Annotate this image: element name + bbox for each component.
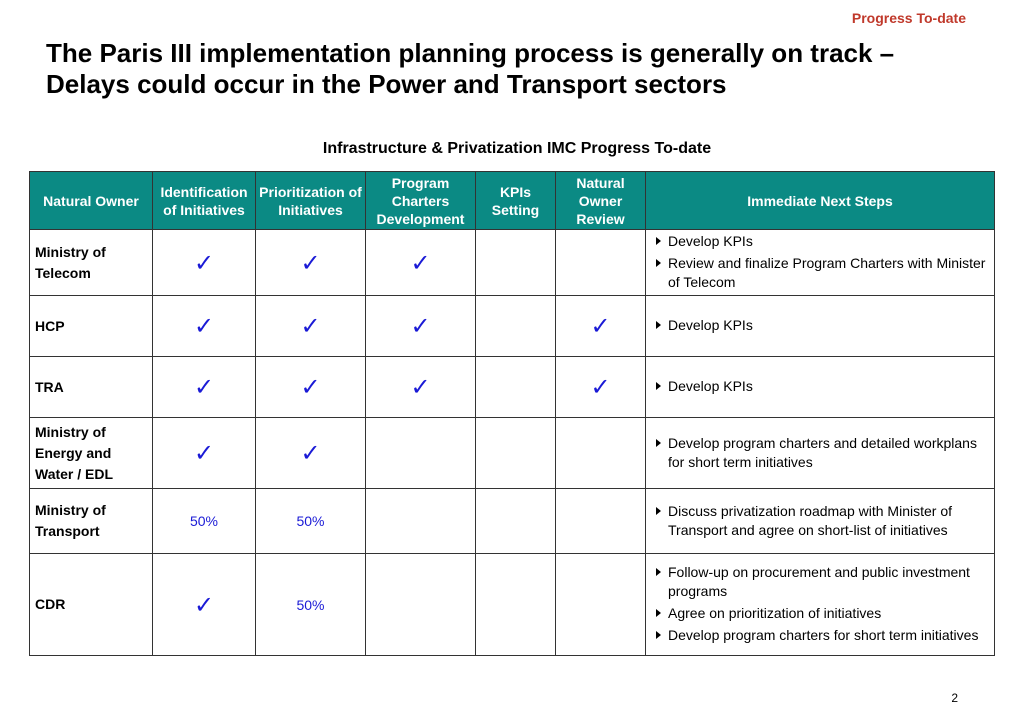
next-steps-list	[656, 563, 990, 645]
slide-title-line-1: The Paris III implementation planning process is generally on track –	[46, 38, 895, 68]
charters-status-cell	[366, 418, 476, 489]
header-next-steps: Immediate Next Steps	[646, 172, 995, 230]
prioritization-status-cell	[256, 418, 366, 489]
next-steps-list	[656, 232, 990, 292]
review-status-cell	[556, 554, 646, 656]
next-step-item	[656, 563, 990, 601]
next-step-text: Review and finalize Program Charters with Minister of Telecom	[668, 255, 986, 290]
checkmark-icon: ✓	[300, 373, 321, 401]
checkmark-icon: ✓	[410, 312, 431, 340]
header-natural-owner: Natural Owner	[30, 172, 153, 230]
table-caption: Infrastructure & Privatization IMC Progress To-date	[322, 140, 712, 157]
kpis-status-cell	[476, 489, 556, 554]
next-step-text: Develop KPIs	[668, 317, 753, 333]
prioritization-status-cell	[256, 357, 366, 418]
table-row	[30, 489, 995, 554]
next-steps-cell	[646, 554, 995, 656]
bullet-triangle-icon	[656, 568, 661, 576]
next-steps-list	[656, 377, 990, 396]
next-step-item	[656, 254, 990, 292]
header-kpis: KPIs Setting	[476, 172, 556, 230]
checkmark-icon: ✓	[193, 373, 215, 401]
bullet-triangle-icon	[656, 439, 661, 447]
checkmark-icon: ✓	[193, 590, 215, 619]
review-status-cell	[556, 230, 646, 296]
checkmark-icon: ✓	[300, 439, 321, 467]
charters-status-cell	[366, 230, 476, 296]
header-charters: Program Charters Development	[366, 172, 476, 230]
natural-owner-cell: Ministry of Energy and Water / EDL	[30, 418, 153, 489]
header-prioritization: Prioritization of Initiatives	[256, 172, 366, 230]
next-step-item	[656, 502, 990, 540]
kpis-status-cell	[476, 554, 556, 656]
bullet-triangle-icon	[656, 609, 661, 617]
kpis-status-cell	[476, 296, 556, 357]
prioritization-status-cell	[256, 230, 366, 296]
identification-status-cell	[153, 489, 256, 554]
prioritization-status-cell	[256, 489, 366, 554]
review-status-cell	[556, 357, 646, 418]
progress-table	[29, 171, 995, 656]
table-header-row	[30, 172, 995, 230]
review-status-cell	[556, 418, 646, 489]
next-steps-cell	[646, 296, 995, 357]
bullet-triangle-icon	[656, 382, 661, 390]
bullet-triangle-icon	[656, 631, 661, 639]
next-step-item	[656, 434, 990, 472]
identification-status-cell	[153, 554, 256, 656]
next-steps-list	[656, 502, 990, 540]
natural-owner-cell: Ministry of Transport	[30, 489, 153, 554]
section-tag: Progress To-date	[851, 10, 966, 26]
next-step-item	[656, 316, 990, 335]
slide-title-line-2: Delays could occur in the Power and Transport sectors	[46, 69, 727, 99]
checkmark-icon: ✓	[300, 248, 321, 277]
charters-status-cell	[366, 489, 476, 554]
next-steps-cell	[646, 418, 995, 489]
next-step-item	[656, 604, 990, 623]
charters-status-cell	[366, 296, 476, 357]
next-steps-list	[656, 434, 990, 472]
prioritization-status-cell	[256, 296, 366, 357]
next-step-text: Follow-up on procurement and public investment programs	[668, 564, 970, 599]
header-identification: Identification of Initiatives	[153, 172, 256, 230]
review-status-cell	[556, 296, 646, 357]
next-steps-cell	[646, 357, 995, 418]
charters-status-cell	[366, 554, 476, 656]
next-step-item	[656, 626, 990, 645]
slide-title	[46, 38, 1006, 100]
next-step-text: Develop KPIs	[668, 378, 753, 394]
next-step-text: Agree on prioritization of initiatives	[668, 605, 882, 621]
natural-owner-cell: HCP	[30, 296, 153, 357]
checkmark-icon: ✓	[193, 439, 215, 467]
checkmark-icon: ✓	[410, 373, 431, 401]
checkmark-icon: ✓	[300, 312, 321, 340]
bullet-triangle-icon	[656, 507, 661, 515]
table-row	[30, 418, 995, 489]
next-step-text: Discuss privatization roadmap with Minister of Transport and agree on short-list of initiatives	[668, 502, 952, 538]
next-step-text: Develop KPIs	[668, 233, 753, 249]
kpis-status-cell	[476, 357, 556, 418]
checkmark-icon: ✓	[193, 248, 215, 277]
bullet-triangle-icon	[656, 321, 661, 329]
kpis-status-cell	[476, 418, 556, 489]
prioritization-status-cell	[256, 554, 366, 656]
bullet-triangle-icon	[656, 259, 661, 267]
progress-percent: 50%	[189, 513, 219, 529]
identification-status-cell	[153, 357, 256, 418]
identification-status-cell	[153, 230, 256, 296]
next-steps-list	[656, 316, 990, 335]
header-owner-review: Natural Owner Review	[556, 172, 646, 230]
page-number: 2	[951, 691, 958, 705]
checkmark-icon: ✓	[410, 248, 431, 277]
natural-owner-cell: Ministry of Telecom	[30, 230, 153, 296]
next-steps-cell	[646, 489, 995, 554]
charters-status-cell	[366, 357, 476, 418]
table-body	[30, 230, 995, 656]
next-step-text: Develop program charters for short term initiatives	[668, 627, 979, 643]
table-row	[30, 230, 995, 296]
next-step-item	[656, 232, 990, 251]
natural-owner-cell: CDR	[30, 554, 153, 656]
next-steps-cell	[646, 230, 995, 296]
progress-percent: 50%	[296, 513, 325, 529]
kpis-status-cell	[476, 230, 556, 296]
identification-status-cell	[153, 296, 256, 357]
next-step-text: Develop program charters and detailed workplans for short term initiatives	[668, 434, 977, 470]
identification-status-cell	[153, 418, 256, 489]
table-row	[30, 357, 995, 418]
progress-percent: 50%	[296, 596, 325, 613]
bullet-triangle-icon	[656, 237, 661, 245]
natural-owner-cell: TRA	[30, 357, 153, 418]
table-row	[30, 296, 995, 357]
table-row	[30, 554, 995, 656]
checkmark-icon: ✓	[590, 312, 611, 340]
next-step-item	[656, 377, 990, 396]
checkmark-icon: ✓	[590, 373, 611, 401]
review-status-cell	[556, 489, 646, 554]
checkmark-icon: ✓	[193, 312, 215, 340]
